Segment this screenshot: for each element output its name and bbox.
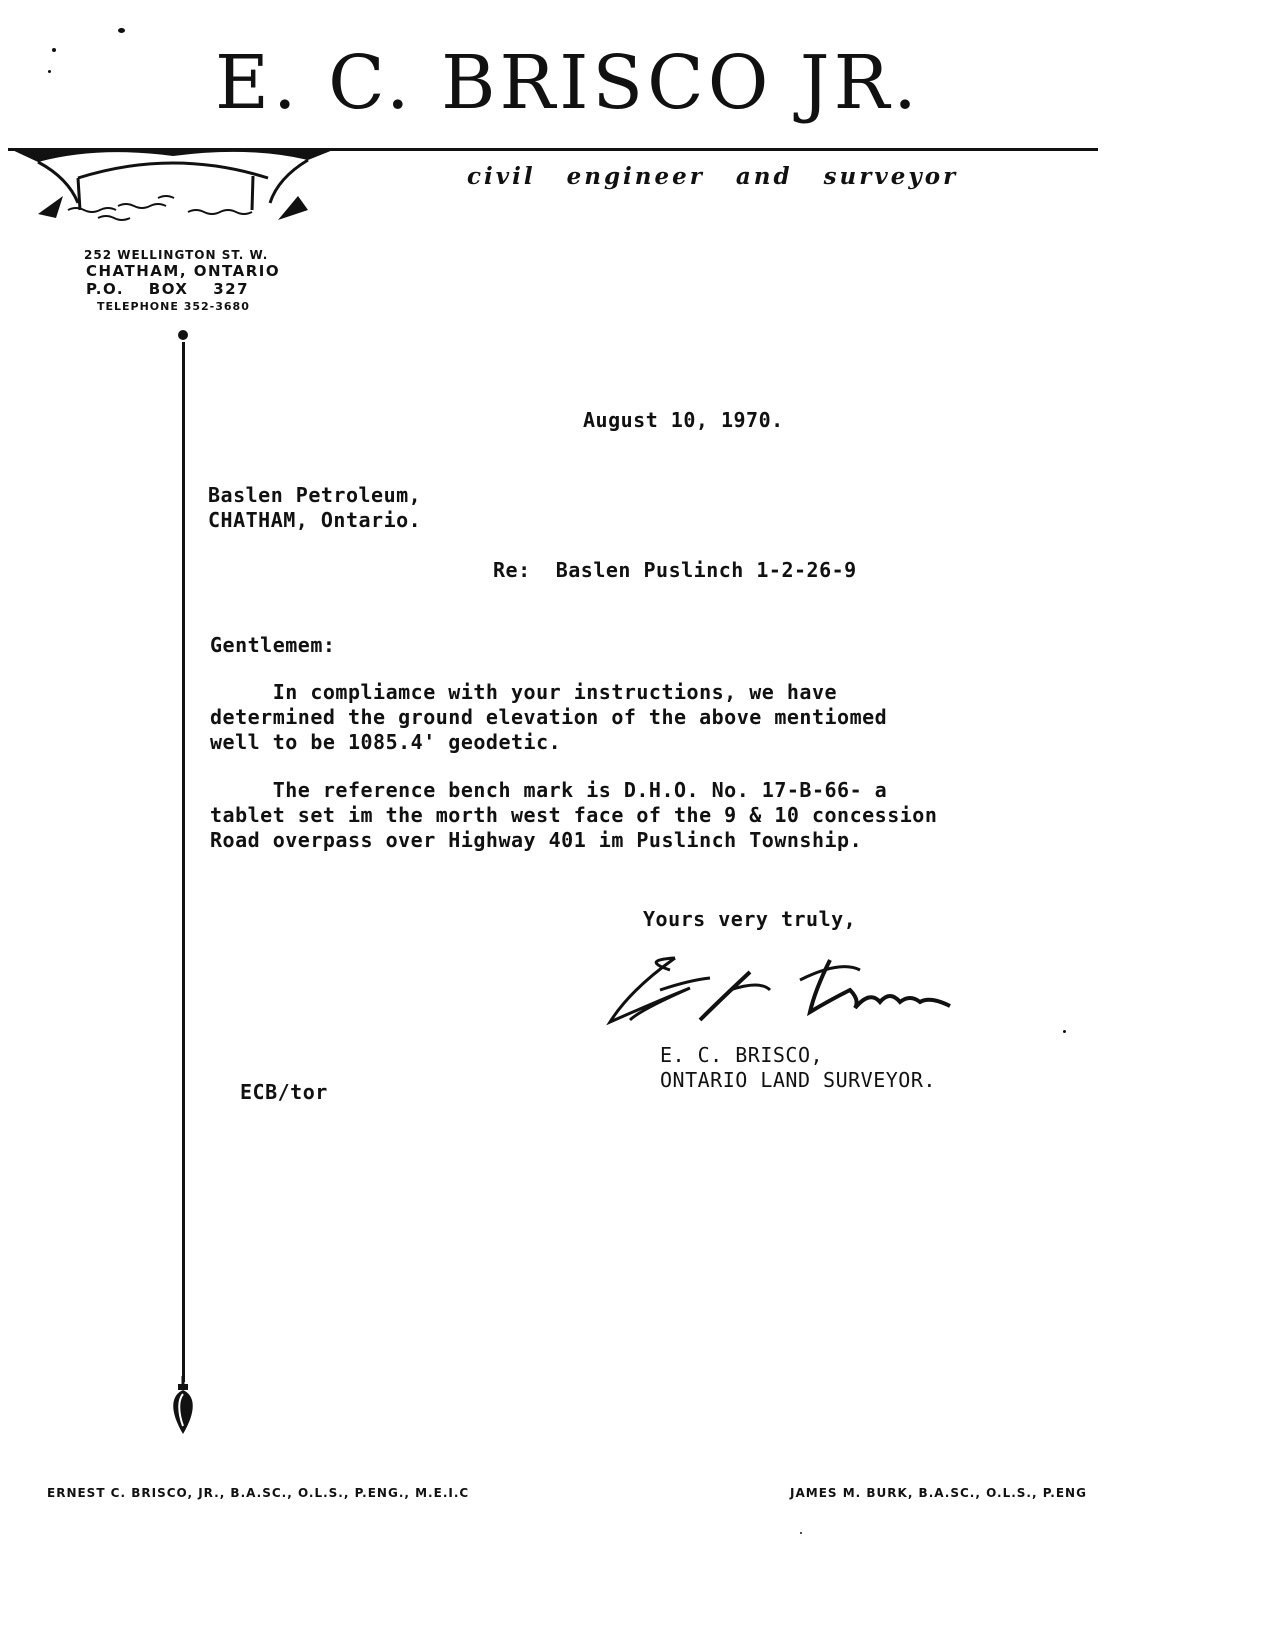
body-paragraph-1: In compliamce with your instructions, we have determined the ground elevation of the above mentiomed well to be 1085.4' geodetic.	[210, 680, 888, 754]
scan-speck	[1063, 1030, 1066, 1033]
signer-name: E. C. BRISCO,	[660, 1043, 824, 1067]
signature-image	[600, 950, 980, 1030]
plumb-line-top-icon	[178, 330, 188, 340]
recipient-name: Baslen Petroleum,	[208, 483, 422, 507]
subject-line: Re: Baslen Puslinch 1-2-26-9	[493, 558, 857, 582]
recipient-city: CHATHAM, Ontario.	[208, 508, 422, 532]
scan-speck	[48, 70, 51, 73]
address-telephone: TELEPHONE 352-3680	[97, 300, 250, 313]
plumb-bob-icon	[166, 1376, 200, 1436]
body-paragraph-2: The reference bench mark is D.H.O. No. 17-B-66- a tablet set im the morth west face of the 9 & 10 concession Road overpass over Highway 401 im Puslinch Township.	[210, 778, 938, 852]
firm-name: E. C. BRISCO JR.	[215, 40, 921, 126]
tagline: civil engineer and surveyor	[467, 163, 959, 190]
scan-speck	[800, 1532, 802, 1534]
scan-speck	[118, 28, 125, 33]
salutation: Gentlemem:	[210, 633, 336, 657]
footer-right-credentials: JAMES M. BURK, B.A.SC., O.L.S., P.ENG	[790, 1486, 1087, 1500]
typist-initials: ECB/tor	[240, 1080, 328, 1104]
address-po-box: P.O. BOX 327	[86, 280, 250, 298]
closing: Yours very truly,	[643, 907, 857, 931]
letter-date: August 10, 1970.	[583, 408, 784, 432]
scan-speck	[52, 48, 56, 52]
plumb-line	[182, 342, 185, 1382]
bridge-logo-icon	[8, 148, 348, 228]
address-city: CHATHAM, ONTARIO	[86, 262, 281, 280]
footer-left-credentials: ERNEST C. BRISCO, JR., B.A.SC., O.L.S., P.ENG., M.E.I.C	[47, 1486, 470, 1500]
signer-title: ONTARIO LAND SURVEYOR.	[660, 1068, 936, 1092]
address-street: 252 WELLINGTON ST. W.	[84, 248, 269, 262]
